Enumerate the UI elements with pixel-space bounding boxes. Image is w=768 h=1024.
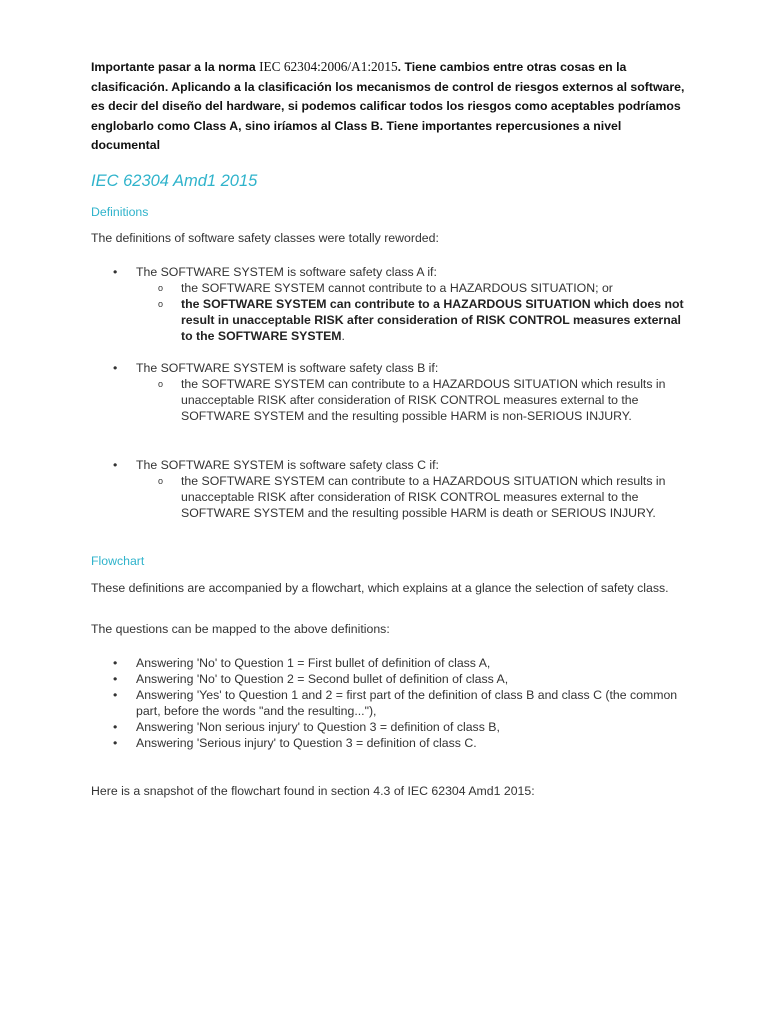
list-item: [91, 735, 691, 751]
definitions-lead: The definitions of software safety classes were totally reworded:: [91, 231, 439, 245]
bullet-icon: •: [113, 458, 118, 472]
flowchart-para1: These definitions are accompanied by a flowchart, which explains at a glance the selection of safety class.: [91, 581, 669, 595]
class-c-text: The SOFTWARE SYSTEM is software safety class C if:: [136, 458, 439, 472]
class-c-sublist: [136, 473, 691, 521]
bullet-icon: •: [113, 672, 118, 686]
class-a-sub2-bold: the SOFTWARE SYSTEM can contribute to a HAZARDOUS SITUATION which does not result in unacceptable RISK after consideration of RISK CONTROL measures external to the SOFTWARE SYSTEM: [181, 297, 684, 343]
bullet-icon: •: [113, 720, 118, 734]
circle-bullet-icon: o: [158, 299, 164, 309]
snapshot-text: Here is a snapshot of the flowchart found in section 4.3 of IEC 62304 Amd1 2015:: [91, 784, 535, 798]
list-item: [91, 264, 691, 344]
list-item: [136, 376, 691, 424]
mapping-item-1: Answering 'No' to Question 1 = First bullet of definition of class A,: [136, 656, 491, 670]
class-a-sub2-end: .: [341, 329, 345, 343]
class-a-text: The SOFTWARE SYSTEM is software safety class A if:: [136, 265, 437, 279]
class-a-list: [91, 264, 691, 344]
intro-part2: . Tiene cambios entre otras cosas en la clasificación. Aplicando a la clasificación los mecanismos de control de riesgos externos al software, es decir del diseño del hardware, si podemos calificar todos los riesgos como aceptables podríamos englobarlo como Class A, sino iríamos al Class B. Tiene importantes repercusiones a nivel documental: [91, 60, 685, 152]
mapping-item-3: Answering 'Yes' to Question 1 and 2 = first part of the definition of class B and class C (the common part, before the words "and the resulting..."),: [136, 688, 678, 718]
class-c-sub1: the SOFTWARE SYSTEM can contribute to a HAZARDOUS SITUATION which results in unacceptable RISK after consideration of RISK CONTROL measures external to the SOFTWARE SYSTEM and the resulting possible HARM is death or SERIOUS INJURY.: [181, 474, 666, 520]
circle-bullet-icon: o: [158, 379, 164, 389]
page-title: IEC 62304 Amd1 2015: [91, 172, 258, 190]
list-item: [91, 457, 691, 521]
list-item: [136, 296, 691, 344]
flowchart-heading: Flowchart: [91, 554, 145, 568]
class-c-list: [91, 457, 691, 521]
intro-part1: Importante pasar a la norma: [91, 60, 260, 74]
list-item: [136, 280, 691, 296]
definitions-heading: Definitions: [91, 205, 149, 219]
flowchart-para2: The questions can be mapped to the above definitions:: [91, 622, 390, 636]
bullet-icon: •: [113, 265, 118, 279]
intro-paragraph: [91, 57, 691, 156]
class-b-list: [91, 360, 691, 424]
mapping-item-4: Answering 'Non serious injury' to Question 3 = definition of class B,: [136, 720, 500, 734]
mapping-item-2: Answering 'No' to Question 2 = Second bullet of definition of class A,: [136, 672, 509, 686]
bullet-icon: •: [113, 688, 118, 702]
bullet-icon: •: [113, 656, 118, 670]
mapping-item-5: Answering 'Serious injury' to Question 3 = definition of class C.: [136, 736, 477, 750]
class-b-text: The SOFTWARE SYSTEM is software safety class B if:: [136, 361, 439, 375]
class-b-sublist: [136, 376, 691, 424]
circle-bullet-icon: o: [158, 283, 164, 293]
list-item: [91, 719, 691, 735]
list-item: [91, 671, 691, 687]
class-a-sub1: the SOFTWARE SYSTEM cannot contribute to a HAZARDOUS SITUATION; or: [181, 281, 613, 295]
list-item: [136, 473, 691, 521]
bullet-icon: •: [113, 361, 118, 375]
intro-norm: IEC 62304:2006/A1:2015: [259, 59, 398, 74]
bullet-icon: •: [113, 736, 118, 750]
list-item: [91, 655, 691, 671]
class-a-sublist: [136, 280, 691, 344]
mapping-list: [91, 655, 691, 751]
class-b-sub1: the SOFTWARE SYSTEM can contribute to a HAZARDOUS SITUATION which results in unacceptable RISK after consideration of RISK CONTROL measures external to the SOFTWARE SYSTEM and the resulting possible HARM is non-SERIOUS INJURY.: [181, 377, 666, 423]
circle-bullet-icon: o: [158, 476, 164, 486]
list-item: [91, 687, 691, 719]
list-item: [91, 360, 691, 424]
